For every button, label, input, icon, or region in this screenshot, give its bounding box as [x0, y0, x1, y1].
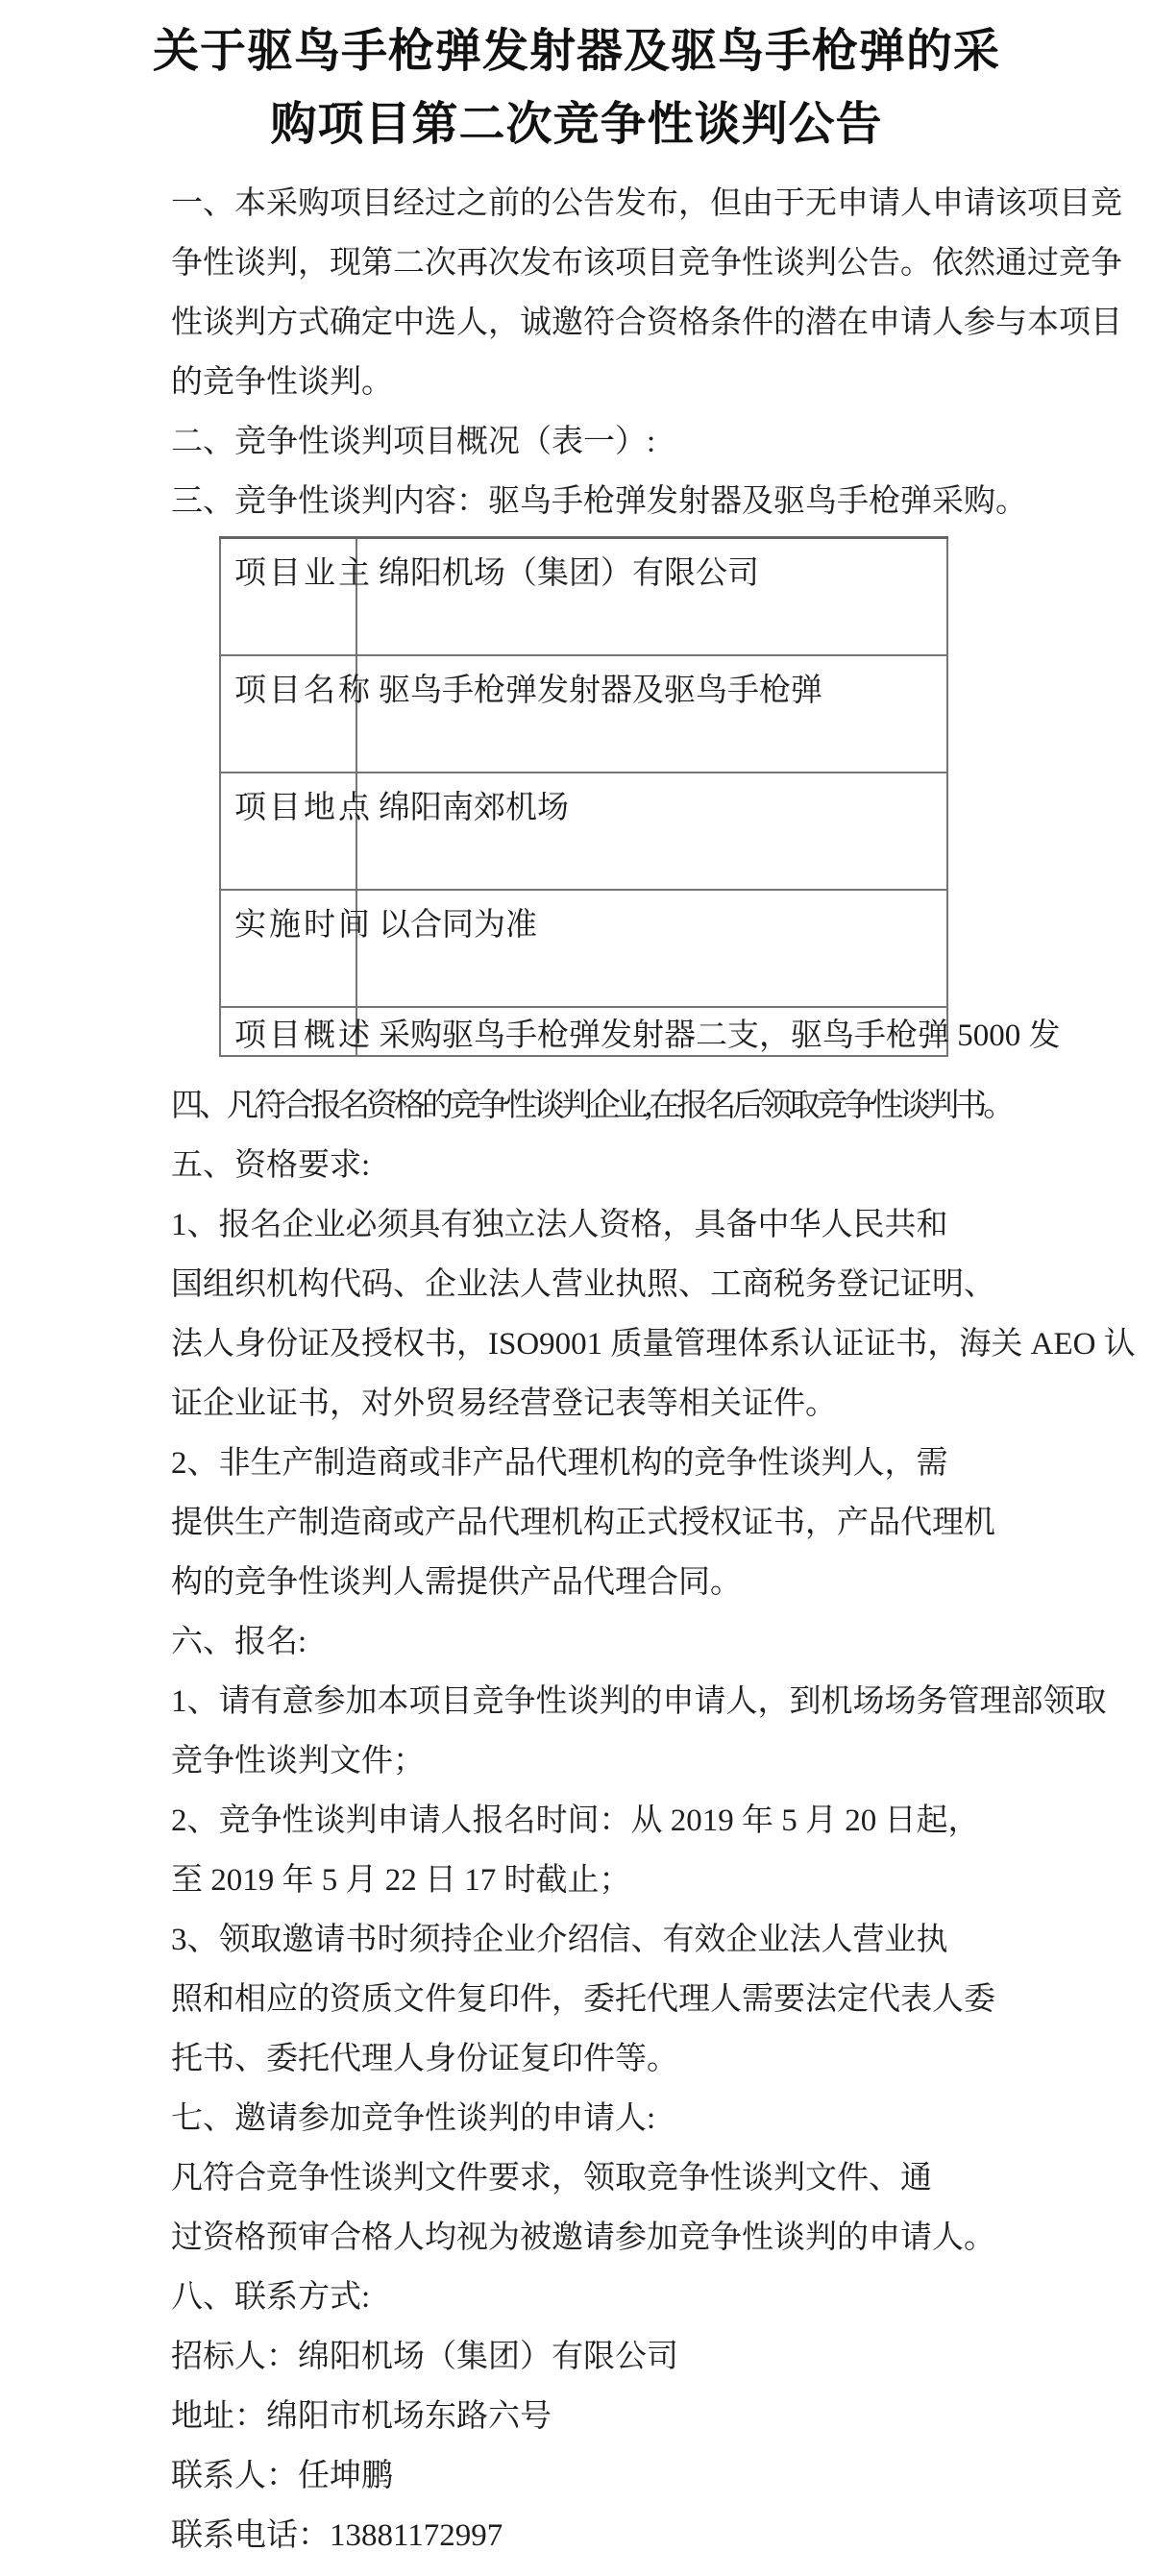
paragraph-line: 1、报名企业必须具有独立法人资格，具备中华人民共和 [171, 1208, 948, 1242]
section-heading-7: 七、邀请参加竞争性谈判的申请人: [171, 2101, 656, 2136]
paragraph-line: 国组织机构代码、企业法人营业执照、工商税务登记证明、 [171, 1267, 995, 1302]
paragraph-line: 争性谈判，现第二次再次发布该项目竞争性谈判公告。依然通过竞争 [171, 246, 1122, 281]
paragraph-line: 过资格预审合格人均视为被邀请参加竞争性谈判的申请人。 [171, 2220, 995, 2255]
table-row-project-owner [220, 538, 947, 656]
paragraph-line: 照和相应的资质文件复印件，委托代理人需要法定代表人委 [171, 1982, 995, 2017]
project-overview-table [219, 536, 1061, 1057]
table-row-project-name [220, 655, 947, 773]
paragraph-line: 构的竞争性谈判人需提供产品代理合同。 [171, 1565, 742, 1600]
section-heading-4: 四、凡符合报名资格的竞争性谈判企业,在报名后领取竞争性谈判书。 [171, 1089, 1012, 1123]
table-row-project-summary [220, 1007, 947, 1056]
paragraph-line: 证企业证书，对外贸易经营登记表等相关证件。 [171, 1386, 837, 1421]
paragraph-line: 的竞争性谈判。 [171, 365, 393, 400]
paragraph-line: 竞争性谈判文件； [171, 1744, 425, 1779]
table-label: 项目概述 [220, 1007, 356, 1056]
contact-tenderer-line: 招标人：绵阳机场（集团）有限公司 [171, 2340, 678, 2374]
section-heading-5: 五、资格要求: [171, 1148, 371, 1183]
section-heading-8: 八、联系方式: [171, 2280, 371, 2315]
table-value: 绵阳南郊机场 [356, 773, 947, 890]
paragraph-line: 2、竞争性谈判申请人报名时间：从 2019 年 5 月 20 日起， [171, 1803, 980, 1838]
table-label: 实施时间 [220, 890, 356, 1007]
table-row-implementation-time [220, 890, 947, 1007]
table-label: 项目业主 [220, 538, 356, 656]
section-heading-2: 二、竞争性谈判项目概况（表一）: [171, 425, 656, 459]
contact-person-line: 联系人：任坤鹏 [171, 2459, 393, 2493]
table-row-project-location [220, 773, 947, 890]
document-title-line-2: 购项目第二次竞争性谈判公告 [270, 99, 883, 150]
document-title [0, 0, 1153, 161]
table-value: 绵阳机场（集团）有限公司 [356, 538, 947, 656]
table-label: 项目地点 [220, 773, 356, 890]
paragraph-line: 提供生产制造商或产品代理机构正式授权证书，产品代理机 [171, 1506, 995, 1540]
paragraph-line: 一、本采购项目经过之前的公告发布，但由于无申请人申请该项目竞 [171, 186, 1122, 221]
paragraph-line: 法人身份证及授权书，ISO9001 质量管理体系认证证书，海关 AEO 认 [171, 1327, 1136, 1362]
table-value: 采购驱鸟手枪弹发射器二支，驱鸟手枪弹 5000 发 [356, 1007, 947, 1056]
paragraph-line: 托书、委托代理人身份证复印件等。 [171, 2042, 678, 2076]
contact-phone-line: 联系电话：13881172997 [171, 2518, 503, 2553]
contact-address-line: 地址：绵阳市机场东路六号 [171, 2399, 552, 2434]
paragraph-line: 2、非生产制造商或非产品代理机构的竞争性谈判人，需 [171, 1446, 948, 1481]
table-label: 项目名称 [220, 655, 356, 773]
paragraph-line: 3、领取邀请书时须持企业介绍信、有效企业法人营业执 [171, 1923, 948, 1957]
table-value: 驱鸟手枪弹发射器及驱鸟手枪弹 [356, 655, 947, 773]
document-title-line-1: 关于驱鸟手枪弹发射器及驱鸟手枪弹的采 [152, 26, 1000, 77]
paragraph-line: 至 2019 年 5 月 22 日 17 时截止； [171, 1863, 631, 1898]
paragraph-line: 凡符合竞争性谈判文件要求，领取竞争性谈判文件、通 [171, 2161, 932, 2196]
table-value: 以合同为准 [356, 890, 947, 1007]
paragraph-line: 1、请有意参加本项目竞争性谈判的申请人，到机场场务管理部领取 [171, 1684, 1107, 1719]
document-body [0, 174, 1136, 2565]
section-heading-6: 六、报名: [171, 1625, 307, 1659]
paragraph-line: 性谈判方式确定中选人，诚邀符合资格条件的潜在申请人参与本项目 [171, 306, 1122, 340]
section-heading-3: 三、竞争性谈判内容：驱鸟手枪弹发射器及驱鸟手枪弹采购。 [171, 484, 1027, 519]
